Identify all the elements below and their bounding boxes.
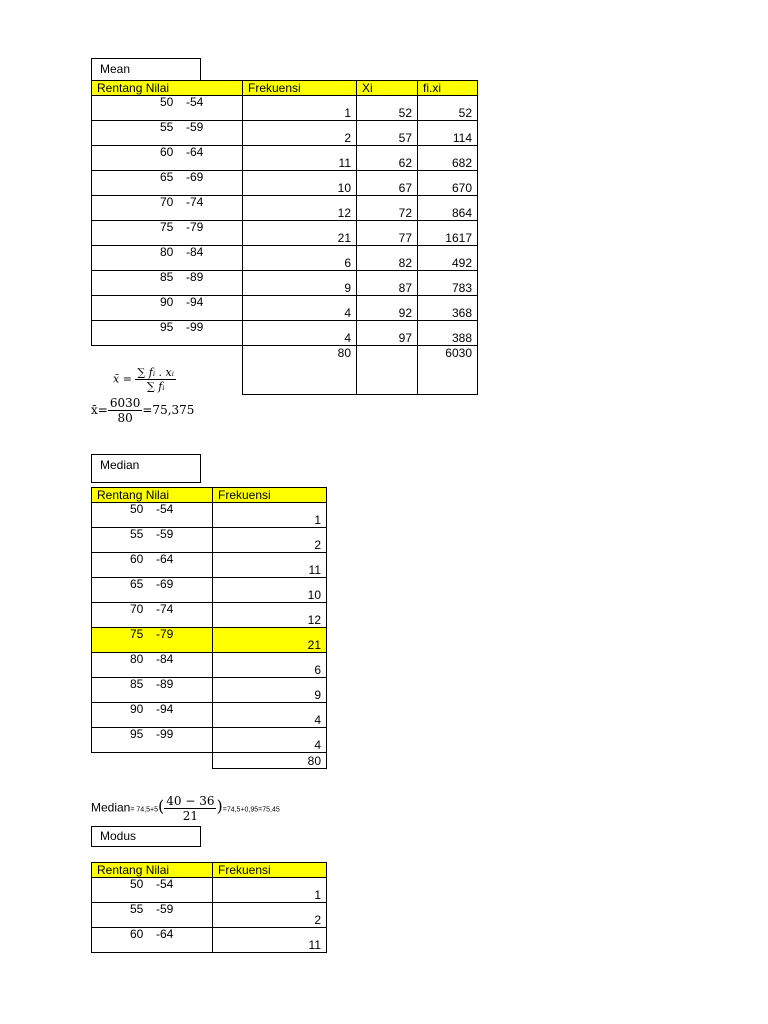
median-table (91, 487, 327, 769)
modus-title: Modus (100, 829, 137, 843)
table-row (92, 96, 478, 121)
modus-range-low: 60 (130, 927, 144, 941)
median-range-cell (92, 503, 213, 528)
median-range-high: -99 (156, 727, 174, 741)
median-range-cell (92, 553, 213, 578)
median-formula-label: Median (91, 800, 131, 815)
mean-formula (113, 366, 176, 393)
mean-fixi-cell: 783 (418, 271, 478, 296)
table-row (92, 146, 478, 171)
mean-range-high: -64 (186, 145, 204, 159)
median-range-low: 50 (130, 502, 144, 516)
median-range-cell (92, 728, 213, 753)
median-formula (91, 794, 280, 823)
median-freq-cell: 1 (213, 503, 327, 528)
mean-header-range: Rentang Nilai (92, 81, 243, 96)
mean-xi-cell: 82 (357, 246, 418, 271)
mean-range-low: 55 (160, 120, 174, 134)
mean-total-fixi: 6030 (418, 346, 478, 395)
median-range-high: -94 (156, 702, 174, 716)
table-row (92, 903, 327, 928)
mean-range-high: -89 (186, 270, 204, 284)
mean-range-cell (92, 246, 243, 271)
median-freq-cell: 21 (213, 628, 327, 653)
median-range-cell (92, 603, 213, 628)
median-freq-cell: 4 (213, 728, 327, 753)
mean-formula-fraction (135, 366, 176, 393)
median-freq-cell: 9 (213, 678, 327, 703)
table-row (92, 271, 478, 296)
table-row (92, 121, 478, 146)
mean-range-low: 60 (160, 145, 174, 159)
modus-range-low: 50 (130, 877, 144, 891)
table-row (92, 503, 327, 528)
mean-range-high: -84 (186, 245, 204, 259)
mean-fixi-cell: 1617 (418, 221, 478, 246)
mean-range-high: -69 (186, 170, 204, 184)
mean-fixi-cell: 670 (418, 171, 478, 196)
mean-range-low: 65 (160, 170, 174, 184)
mean-freq-cell: 6 (243, 246, 357, 271)
mean-range-cell (92, 121, 243, 146)
modus-range-cell (92, 903, 213, 928)
median-range-low: 70 (130, 602, 144, 616)
mean-range-cell (92, 296, 243, 321)
mean-fixi-cell: 492 (418, 246, 478, 271)
mean-formula-lhs: x̄ = (113, 372, 132, 386)
median-total-row (92, 753, 327, 769)
median-formula-prefix: = 74,5+5 (130, 806, 158, 814)
mean-xi-cell: 72 (357, 196, 418, 221)
mean-range-high: -79 (186, 220, 204, 234)
table-row (92, 928, 327, 953)
modus-range-low: 55 (130, 902, 144, 916)
mean-header-xi: Xi (357, 81, 418, 96)
modus-title-box (91, 826, 201, 847)
mean-fixi-cell: 864 (418, 196, 478, 221)
mean-xi-cell: 97 (357, 321, 418, 346)
median-range-low: 60 (130, 552, 144, 566)
median-title: Median (100, 458, 140, 472)
table-row (92, 703, 327, 728)
median-range-low: 55 (130, 527, 144, 541)
mean-calc-lhs: x̄= (91, 403, 108, 417)
mean-calc-denominator: 80 (117, 411, 133, 425)
median-freq-cell: 10 (213, 578, 327, 603)
table-row (92, 196, 478, 221)
mean-header-row (92, 81, 478, 96)
modus-range-cell (92, 878, 213, 903)
mean-range-high: -74 (186, 195, 204, 209)
mean-fixi-cell: 52 (418, 96, 478, 121)
mean-range-low: 50 (160, 95, 174, 109)
modus-range-high: -64 (156, 927, 174, 941)
mean-range-high: -99 (186, 320, 204, 334)
mean-range-low: 80 (160, 245, 174, 259)
median-header-range: Rentang Nilai (92, 488, 213, 503)
mean-range-cell (92, 146, 243, 171)
mean-xi-cell: 77 (357, 221, 418, 246)
mean-header-fixi: fi.xi (418, 81, 478, 96)
median-freq-cell: 11 (213, 553, 327, 578)
median-range-cell (92, 578, 213, 603)
table-row (92, 603, 327, 628)
median-freq-cell: 6 (213, 653, 327, 678)
median-range-cell (92, 703, 213, 728)
median-header-freq: Frekuensi (213, 488, 327, 503)
mean-xi-cell: 92 (357, 296, 418, 321)
mean-range-cell (92, 321, 243, 346)
median-range-high: -69 (156, 577, 174, 591)
mean-table (91, 80, 478, 395)
mean-freq-cell: 4 (243, 321, 357, 346)
median-header-row (92, 488, 327, 503)
mean-freq-cell: 4 (243, 296, 357, 321)
table-row (92, 578, 327, 603)
mean-formula-denominator: ∑ fᵢ (146, 380, 165, 393)
median-formula-suffix: =74,5+0,95=75,45 (222, 806, 280, 814)
median-range-high: -54 (156, 502, 174, 516)
mean-range-low: 90 (160, 295, 174, 309)
mean-range-low: 95 (160, 320, 174, 334)
mean-range-cell (92, 196, 243, 221)
mean-range-low: 75 (160, 220, 174, 234)
median-range-cell (92, 678, 213, 703)
median-range-low: 95 (130, 727, 144, 741)
median-range-high: -79 (156, 627, 174, 641)
median-formula-rparen: ) (216, 796, 223, 816)
mean-fixi-cell: 682 (418, 146, 478, 171)
mean-freq-cell: 21 (243, 221, 357, 246)
median-range-cell (92, 653, 213, 678)
table-row (92, 296, 478, 321)
mean-xi-cell: 62 (357, 146, 418, 171)
mean-range-low: 85 (160, 270, 174, 284)
median-title-box (91, 454, 201, 483)
median-range-high: -84 (156, 652, 174, 666)
median-formula-lparen: ( (158, 796, 165, 816)
modus-freq-cell: 2 (213, 903, 327, 928)
median-freq-cell: 2 (213, 528, 327, 553)
median-formula-numerator: 40 − 36 (166, 794, 215, 808)
median-range-low: 90 (130, 702, 144, 716)
table-row (92, 246, 478, 271)
mean-fixi-cell: 388 (418, 321, 478, 346)
mean-range-cell (92, 96, 243, 121)
mean-title: Mean (100, 62, 131, 76)
modus-header-range: Rentang Nilai (92, 863, 213, 878)
mean-range-cell (92, 171, 243, 196)
median-range-low: 75 (130, 627, 144, 641)
median-range-high: -89 (156, 677, 174, 691)
median-range-high: -59 (156, 527, 174, 541)
mean-xi-cell: 87 (357, 271, 418, 296)
modus-header-row (92, 863, 327, 878)
modus-freq-cell: 11 (213, 928, 327, 953)
mean-range-low: 70 (160, 195, 174, 209)
mean-range-high: -94 (186, 295, 204, 309)
median-range-low: 65 (130, 577, 144, 591)
median-range-low: 85 (130, 677, 144, 691)
median-total-freq: 80 (213, 753, 327, 769)
median-freq-cell: 12 (213, 603, 327, 628)
mean-xi-cell: 57 (357, 121, 418, 146)
median-formula-fraction (164, 794, 216, 823)
mean-range-cell (92, 271, 243, 296)
median-range-high: -64 (156, 552, 174, 566)
modus-range-cell (92, 928, 213, 953)
mean-freq-cell: 11 (243, 146, 357, 171)
table-row (92, 728, 327, 753)
table-row (92, 678, 327, 703)
median-range-cell (92, 628, 213, 653)
table-row (92, 171, 478, 196)
mean-total-xi (357, 346, 418, 395)
table-row (92, 553, 327, 578)
median-range-low: 80 (130, 652, 144, 666)
median-range-high: -74 (156, 602, 174, 616)
modus-range-high: -59 (156, 902, 174, 916)
modus-freq-cell: 1 (213, 878, 327, 903)
mean-fixi-cell: 114 (418, 121, 478, 146)
modus-table (91, 862, 327, 953)
mean-calc-numerator: 6030 (109, 396, 141, 410)
table-row (92, 628, 327, 653)
mean-fixi-cell: 368 (418, 296, 478, 321)
median-formula-denominator: 21 (182, 809, 198, 823)
mean-header-freq: Frekuensi (243, 81, 357, 96)
modus-header-freq: Frekuensi (213, 863, 327, 878)
table-row (92, 321, 478, 346)
mean-formula-numerator: ∑ fᵢ . xᵢ (137, 366, 174, 379)
table-row (92, 878, 327, 903)
mean-xi-cell: 52 (357, 96, 418, 121)
mean-calc (91, 396, 194, 425)
table-row (92, 221, 478, 246)
median-total-empty (92, 753, 213, 769)
modus-range-high: -54 (156, 877, 174, 891)
mean-range-high: -54 (186, 95, 204, 109)
mean-range-high: -59 (186, 120, 204, 134)
mean-calc-fraction (108, 396, 143, 425)
mean-freq-cell: 2 (243, 121, 357, 146)
mean-xi-cell: 67 (357, 171, 418, 196)
median-freq-cell: 4 (213, 703, 327, 728)
mean-freq-cell: 9 (243, 271, 357, 296)
mean-range-cell (92, 221, 243, 246)
mean-total-freq: 80 (243, 346, 357, 395)
mean-freq-cell: 1 (243, 96, 357, 121)
table-row (92, 653, 327, 678)
mean-calc-result: =75,375 (142, 403, 195, 417)
table-row (92, 528, 327, 553)
mean-freq-cell: 12 (243, 196, 357, 221)
median-range-cell (92, 528, 213, 553)
mean-freq-cell: 10 (243, 171, 357, 196)
